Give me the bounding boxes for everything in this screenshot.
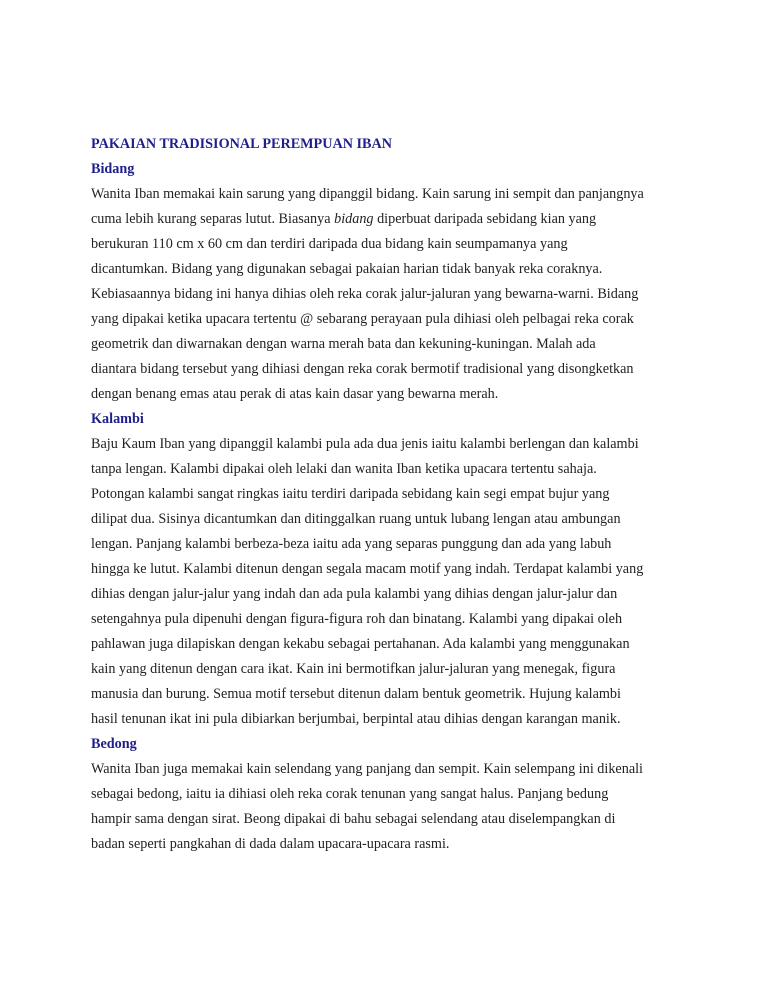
paragraph-line: dilipat dua. Sisinya dicantumkan dan ditinggalkan ruang untuk lubang lengan atau ambungan (91, 511, 621, 527)
line-text: cuma lebih kurang separas lutut. Biasanya (91, 211, 335, 227)
paragraph-line: berukuran 110 cm x 60 cm dan terdiri daripada dua bidang kain seumpamanya yang (91, 236, 568, 252)
paragraph-line (91, 207, 691, 232)
paragraph-line: Wanita Iban memakai kain sarung yang dipanggil bidang. Kain sarung ini sempit dan panjangnya (91, 186, 644, 202)
paragraph-line: hampir sama dengan sirat. Beong dipakai di bahu sebagai selendang atau diselempangkan di (91, 811, 616, 827)
paragraph-line: Baju Kaum Iban yang dipanggil kalambi pula ada dua jenis iaitu kalambi berlengan dan kalambi (91, 436, 639, 452)
paragraph-kalambi (91, 432, 691, 732)
paragraph-line: Kebiasaannya bidang ini hanya dihias oleh reka corak jalur-jaluran yang bewarna-warni. Bidang (91, 286, 639, 302)
paragraph-line: lengan. Panjang kalambi berbeza-beza iaitu ada yang separas punggung dan ada yang labuh (91, 536, 612, 552)
line-text: diperbuat daripada sebidang kian yang (373, 211, 597, 227)
paragraph-line: geometrik dan diwarnakan dengan warna merah bata dan kekuning-kuningan. Malah ada (91, 336, 596, 352)
document-page (91, 132, 691, 857)
paragraph-line: kain yang ditenun dengan cara ikat. Kain ini bermotifkan jalur-jaluran yang menegak, figura (91, 661, 616, 677)
section-heading-bedong: Bedong (91, 736, 137, 752)
paragraph-line: manusia dan burung. Semua motif tersebut ditenun dalam bentuk geometrik. Hujung kalambi (91, 686, 621, 702)
paragraph-line: sebagai bedong, iaitu ia dihiasi oleh reka corak tenunan yang sangat halus. Panjang bedung (91, 786, 609, 802)
paragraph-line: dengan benang emas atau perak di atas kain dasar yang bewarna merah. (91, 386, 499, 402)
paragraph-bedong (91, 757, 691, 857)
paragraph-line: Wanita Iban juga memakai kain selendang yang panjang dan sempit. Kain selempang ini dikenali (91, 761, 644, 777)
paragraph-line: yang dipakai ketika upacara tertentu @ sebarang perayaan pula dihiasi oleh pelbagai reka corak (91, 311, 634, 327)
paragraph-line: diantara bidang tersebut yang dihiasi dengan reka corak bermotif tradisional yang disongketkan (91, 361, 634, 377)
paragraph-line: hasil tenunan ikat ini pula dibiarkan berjumbai, berpintal atau dihias dengan karangan manik. (91, 711, 621, 727)
paragraph-line: setengahnya pula dipenuhi dengan figura-figura roh dan binatang. Kalambi yang dipakai oleh (91, 611, 623, 627)
section-heading-bidang: Bidang (91, 161, 135, 177)
paragraph-line: dicantumkan. Bidang yang digunakan sebagai pakaian harian tidak banyak reka coraknya. (91, 261, 603, 277)
paragraph-line: badan seperti pangkahan di dada dalam upacara-upacara rasmi. (91, 836, 450, 852)
document-title: PAKAIAN TRADISIONAL PEREMPUAN IBAN (91, 136, 392, 152)
section-heading-kalambi: Kalambi (91, 411, 144, 427)
italic-term: bidang (334, 211, 374, 227)
paragraph-line: tanpa lengan. Kalambi dipakai oleh lelaki dan wanita Iban ketika upacara tertentu sahaja. (91, 461, 597, 477)
paragraph-line: Potongan kalambi sangat ringkas iaitu terdiri daripada sebidang kain segi empat bujur yang (91, 486, 610, 502)
paragraph-line: hingga ke lutut. Kalambi ditenun dengan segala macam motif yang indah. Terdapat kalambi yang (91, 561, 644, 577)
paragraph-line: pahlawan juga dilapiskan dengan kekabu sebagai pertahanan. Ada kalambi yang menggunakan (91, 636, 630, 652)
paragraph-line: dihias dengan jalur-jalur yang indah dan ada pula kalambi yang dihias dengan jalur-jalur dan (91, 586, 618, 602)
paragraph-bidang (91, 182, 691, 407)
